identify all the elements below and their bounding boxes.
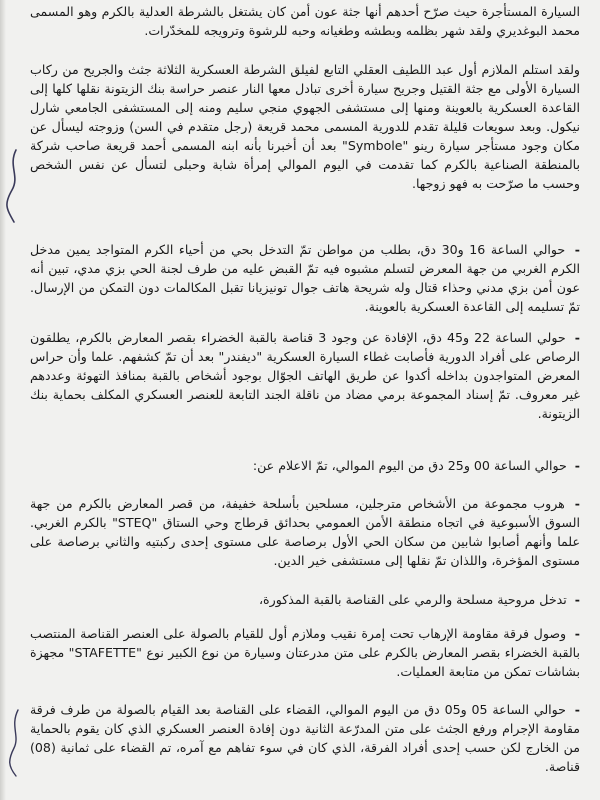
bullet-dash: - [574, 626, 580, 641]
bullet-dash: - [574, 496, 580, 511]
paragraph-3 [30, 328, 580, 423]
paragraph-text: ولقد استلم الملازم أول عبد اللطيف العقلي التابع لفيلق الشرطة العسكرية الثلاثة جثث والجريح من ركاب السيارة الأولى مع جثة القتيل وجريح سيارة أخرى تبادل معها النار عنصر حراسة بنك الزيتونة نقلها كلها إلى القاعدة العسكرية بالعوينة ومنها إلى مستشفى الجهوي منجي سليم ومنه إلى المستشفى الجامعي شارل نيكول. وبعد سويعات قليلة تقدم للدورية المسمى محمد قريعة (رجل متقدم في السن) وزوجته ليسأل عن مكان وجود مستأجر سيارة رينو "Symbole" بعد أن أخبرنا بأنه ابنه المسمى أحمد قريعة صاحب شركة بالمنطقة الصناعية بالكرم كما تقدمت في اليوم الموالي إمرأة شابة وحبلى لتسأل عن نفس الشخص وحسب ما صرّحت به فهو زوجها. [30, 62, 580, 191]
paragraph-2 [30, 240, 580, 316]
paragraph-0 [30, 2, 580, 40]
paragraph-text: حوالي الساعة 05 و05 دق من اليوم الموالي، القضاء على القناصة بعد القيام بالصولة من طرف فرقة مقاومة الإجرام ورفع الجثث على متن المدرّعة الثانية دون إفادة العنصر العسكري الذي كان يقوم بالحماية من الخارج لكن حسب إحدى أفراد الفرقة، الذي كان في سوء تفاهم مع آمره، تم القضاء على ثمانية (08) قناصة. [30, 702, 580, 774]
bullet-dash: - [574, 458, 580, 473]
paragraph-6 [30, 590, 580, 609]
paragraph-1 [30, 60, 580, 193]
bullet-dash: - [574, 330, 580, 345]
paragraph-text: حوالي الساعة 16 و30 دق، بطلب من مواطن تمّ التدخل بحي من أحياء الكرم المتواجد يمين مدخل الكرم الغربي من جهة المعرض لتسلم مشبوه فيه تمّ القبض عليه من طرف لجنة الحي بزي مدي، تبين أنه عون أمن بزي مدني وحذاء قتال وله شريحة هاتف جوال تونيزيانا تقبل المكالمات دون التمكن من الإرسال. تمّ تسليمه إلى القاعدة العسكرية بالعوينة. [30, 242, 580, 314]
paragraph-8 [30, 700, 580, 776]
handwritten-margin-mark-2 [4, 708, 26, 778]
paragraph-text: حوالي الساعة 00 و25 دق من اليوم الموالي، تمّ الاعلام عن: [252, 458, 567, 473]
paragraph-text: حولي الساعة 22 و45 دق، الإفادة عن وجود 3 قناصة بالقبة الخضراء بقصر المعارض بالكرم، يطلقون الرصاص على أفراد الدورية فأصابت غطاء السيارة العسكرية "ديفندر" بعد أن تمّ كشفهم. علما وأن حراس المعرض المتواجدون بداخله أكدوا عن طريق الهاتف الجوّال بوجود أشخاص بالقبة بمنافذ التهوئة وعددهم غير معروف. تمّ إسناد المجموعة برمي مضاد من ناقلة الجند التابعة للعنصر العسكري المكلف بحماية بنك الزيتونة. [30, 330, 580, 421]
paragraph-text: السيارة المستأجرة حيث صرّح أحدهم أنها جثة عون أمن كان يشتغل بالشرطة العدلية بالكرم وهو المسمى محمد البوغديري ولقد شهر بظلمه وبطشه وطغيانه وحبه للرشوة وترويجه للمخدّرات. [30, 4, 580, 38]
bullet-dash: - [574, 592, 580, 607]
paragraph-text: هروب مجموعة من الأشخاص مترجلين، مسلحين بأسلحة خفيفة، من قصر المعارض بالكرم من جهة السوق الأسبوعية في اتجاه منطقة الأمن العمومي بحدائق قرطاج وحي الستاق "STEQ" بالكرم الغربي. علما وأنهم أصابوا شابين من سكان الحي الأول برصاصة على مستوى إحدى ركبتيه والثاني برصاصة على مستوى المؤخرة، واللذان تمّ نقلها إلى مستشفى خير الدين. [30, 496, 580, 568]
scan-edge-shadow [0, 0, 6, 800]
paragraph-text: وصول فرقة مقاومة الإرهاب تحت إمرة نقيب وملازم أول للقيام بالصولة على العنصر القناصة المنتصب بالقبة الخضراء بقصر المعارض بالكرم على متن مدرعتان وسيارة من نوع الكبير نوع "STAFETTE" مجهزة بشاشات تمكن من متابعة العمليات. [30, 626, 581, 679]
bullet-dash: - [574, 242, 580, 257]
bullet-dash: - [574, 702, 580, 717]
paragraph-7 [30, 624, 580, 681]
handwritten-margin-mark [0, 146, 26, 226]
paragraph-5 [30, 494, 580, 570]
paragraph-text: تدخل مروحية مسلحة والرمي على القناصة بالقبة المذكورة، [258, 592, 567, 607]
paragraph-4 [30, 456, 580, 475]
